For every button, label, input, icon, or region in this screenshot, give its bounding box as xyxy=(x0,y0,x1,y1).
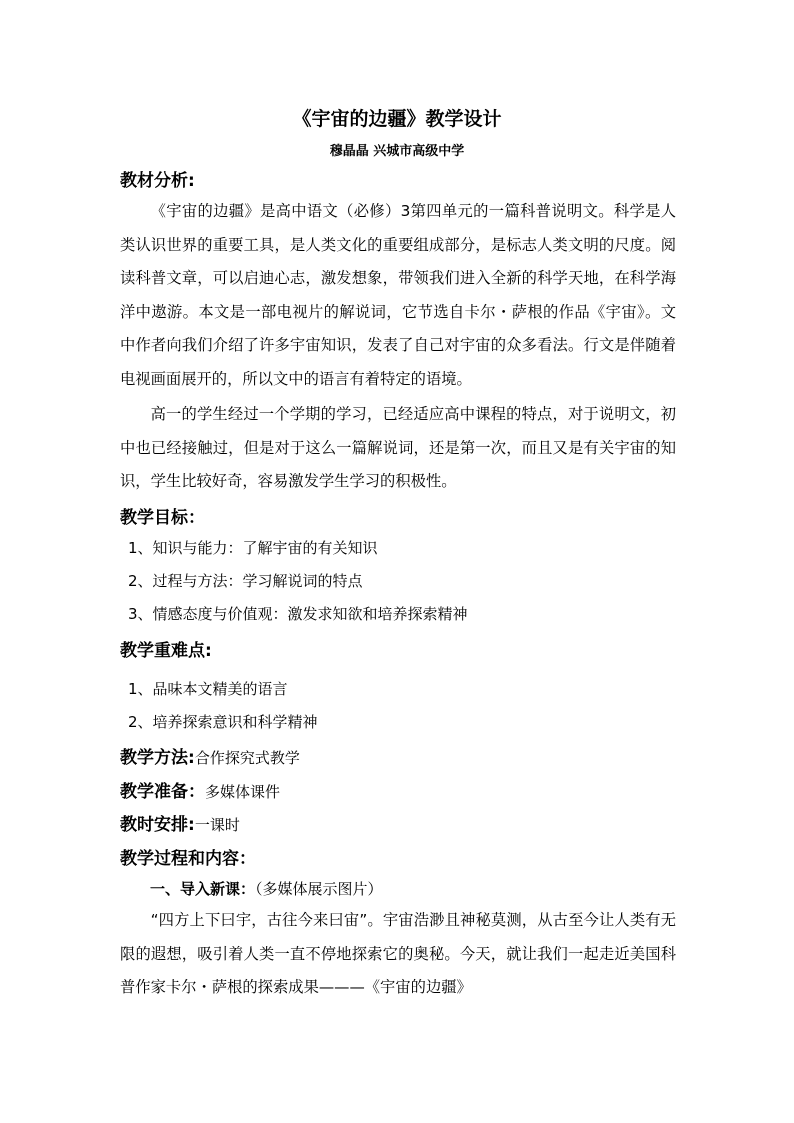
method-text: 合作探究式教学 xyxy=(194,749,300,767)
step1-paragraph: “四方上下曰宇，古往今来曰宙”。宇宙浩渺且神秘莫测，从古至今让人类有无限的遐想，吸引着人类一直不停地探索它的奥秘。今天，就让我们一起走近美国科普作家卡尔・萨根的探索成果———《宇宙的边疆》 xyxy=(120,911,676,997)
analysis-paragraph-2: 高一的学生经过一个学期的学习，已经适应高中课程的特点，对于说明文，初中也已经接触过，但是对于这么一篇解说词，还是第一次，而且又是有关宇宙的知识，学生比较好奇，容易激发学生学习的积极性。 xyxy=(120,405,676,491)
method-line xyxy=(120,743,300,768)
keypoints-heading: 教学重难点: xyxy=(120,641,212,661)
time-text: 一课时 xyxy=(194,816,240,834)
step1-note: （多媒体展示图片） xyxy=(255,880,383,898)
prep-text: 多媒体课件 xyxy=(205,783,281,801)
author-line: 穆晶晶 兴城市高级中学 xyxy=(329,144,465,159)
analysis-paragraph-1: 《宇宙的边疆》是高中语文（必修）3第四单元的一篇科普说明文。科学是人类认识世界的重要工具，是人类文化的重要组成部分，是标志人类文明的尺度。阅读科普文章，可以启迪心志，激发想象，带领我们进入全新的科学天地，在科学海洋中遨游。本文是一部电视片的解说词，它节选自卡尔・萨根的作品《宇宙》。文中作者向我们介绍了许多宇宙知识，发表了自己对宇宙的众多看法。行文是伴随着电视画面展开的，所以文中的语言有着特定的语境。 xyxy=(120,202,676,388)
goal-item: 3、情感态度与价值观：激发求知欲和培养探索精神 xyxy=(128,605,468,623)
time-line xyxy=(120,810,240,835)
step1-label: 一、导入新课： xyxy=(150,880,256,898)
step1-line xyxy=(150,878,383,899)
process-heading: 教学过程和内容： xyxy=(120,849,256,869)
document-title: 《宇宙的边疆》教学设计 xyxy=(292,108,502,130)
goals-heading: 教学目标： xyxy=(120,508,205,528)
goal-item: 1、知识与能力：了解宇宙的有关知识 xyxy=(128,539,378,557)
goal-item: 2、过程与方法：学习解说词的特点 xyxy=(128,572,363,590)
method-heading: 教学方法: xyxy=(120,748,195,768)
keypoint-item: 1、品味本文精美的语言 xyxy=(128,680,288,698)
prep-heading: 教学准备： xyxy=(120,782,205,802)
analysis-heading: 教材分析: xyxy=(120,171,195,191)
prep-line xyxy=(120,777,280,802)
time-heading: 教时安排: xyxy=(120,815,195,835)
keypoint-item: 2、培养探索意识和科学精神 xyxy=(128,713,318,731)
